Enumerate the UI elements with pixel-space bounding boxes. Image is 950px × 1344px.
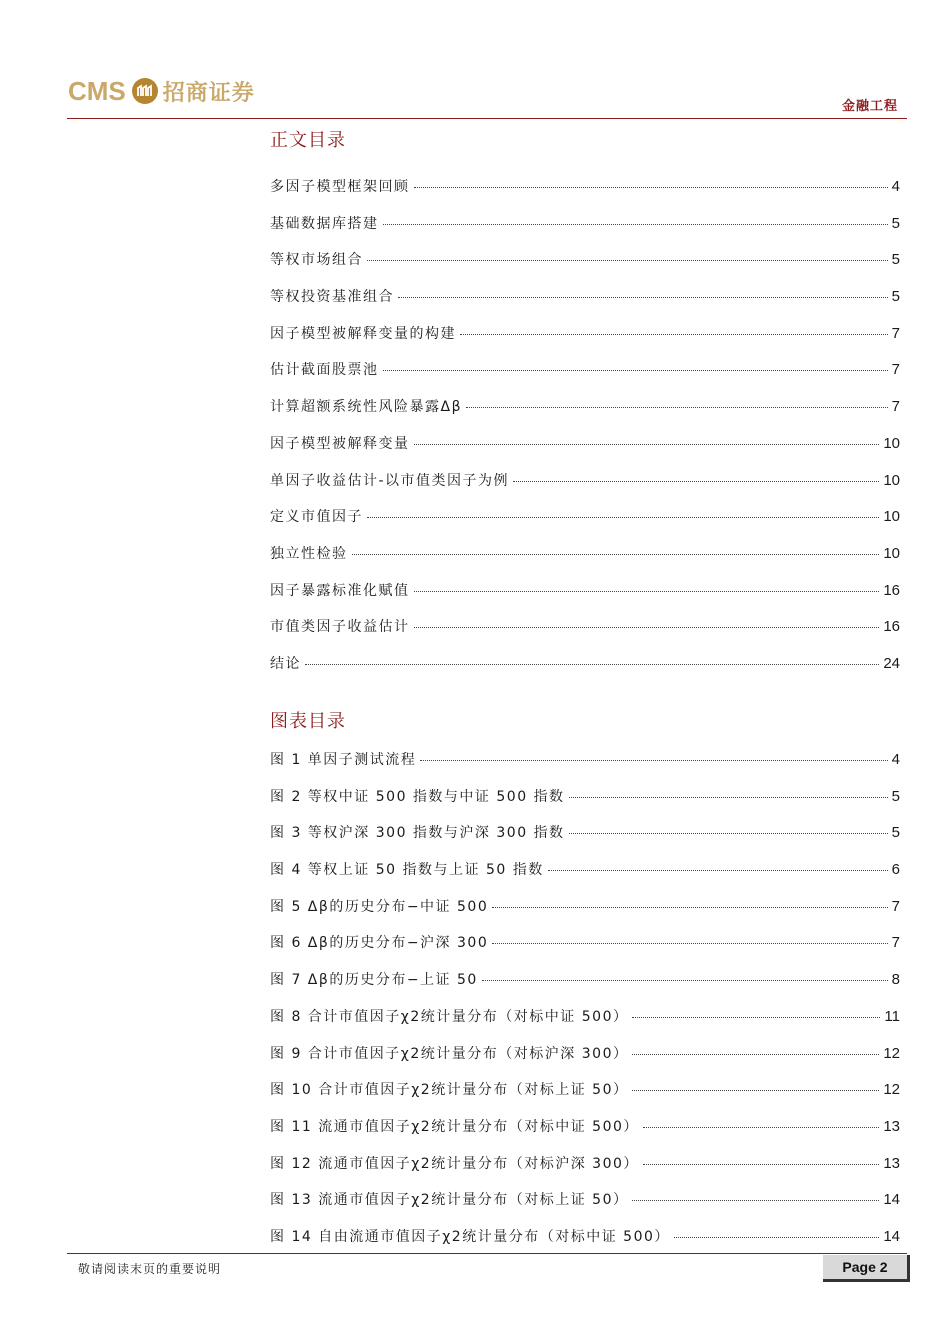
figures-table-of-contents bbox=[270, 709, 900, 1263]
figure-entry[interactable] bbox=[270, 786, 900, 823]
toc-entry-label: 多因子模型框架回顾 bbox=[270, 179, 410, 195]
figure-entry-label: 图 13 流通市值因子χ2统计量分布（对标上证 50） bbox=[270, 1192, 629, 1209]
dot-leader bbox=[492, 907, 887, 908]
dot-leader bbox=[643, 1127, 879, 1128]
figure-entry[interactable] bbox=[270, 822, 900, 859]
dot-leader bbox=[420, 760, 887, 761]
figure-entry-label: 图 2 等权中证 500 指数与中证 500 指数 bbox=[270, 788, 565, 805]
dot-leader bbox=[632, 1090, 879, 1091]
dot-leader bbox=[305, 664, 879, 665]
dot-leader bbox=[414, 187, 888, 188]
toc-entry-page-number: 5 bbox=[891, 288, 900, 306]
logo-chinese-text: 招商证券 bbox=[162, 80, 255, 106]
toc-entry[interactable] bbox=[270, 286, 900, 323]
toc-entry[interactable] bbox=[270, 213, 900, 250]
disclaimer-note: 敬请阅读末页的重要说明 bbox=[78, 1262, 222, 1276]
cms-badge-icon bbox=[132, 78, 158, 104]
dot-leader bbox=[383, 370, 888, 371]
toc-entry-page-number: 16 bbox=[883, 581, 900, 599]
page-header bbox=[0, 0, 950, 125]
figure-entry-label: 图 9 合计市值因子χ2统计量分布（对标沪深 300） bbox=[270, 1045, 629, 1062]
figure-entry-label: 图 5 Δβ的历史分布−中证 500 bbox=[270, 898, 489, 915]
figure-entry-label: 图 7 Δβ的历史分布−上证 50 bbox=[270, 972, 478, 989]
toc-entry-label: 等权投资基准组合 bbox=[270, 289, 394, 306]
toc-entry[interactable] bbox=[270, 176, 900, 213]
dot-leader bbox=[352, 554, 880, 555]
toc-entry-page-number: 5 bbox=[891, 251, 900, 269]
toc-entry[interactable] bbox=[270, 359, 900, 396]
figures-heading: 图表目录 bbox=[270, 711, 346, 732]
figure-entry-page-number: 12 bbox=[883, 1044, 900, 1062]
toc-entry[interactable] bbox=[270, 470, 900, 507]
dot-leader bbox=[414, 591, 880, 592]
toc-entry-page-number: 10 bbox=[883, 508, 900, 526]
toc-list bbox=[270, 176, 900, 690]
figure-entry[interactable] bbox=[270, 1153, 900, 1190]
dot-leader bbox=[632, 1017, 880, 1018]
dot-leader bbox=[367, 517, 879, 518]
page-number-badge: Page 2 bbox=[823, 1255, 910, 1282]
figure-entry-label: 图 14 自由流通市值因子χ2统计量分布（对标中证 500） bbox=[270, 1228, 670, 1245]
section-label: 金融工程 bbox=[841, 99, 898, 114]
toc-entry-page-number: 7 bbox=[891, 398, 900, 416]
figure-entry[interactable] bbox=[270, 896, 900, 933]
figure-entry-page-number: 14 bbox=[883, 1227, 900, 1245]
logo-latin-text: CMS bbox=[68, 75, 126, 106]
toc-entry-page-number: 4 bbox=[891, 178, 900, 195]
toc-entry-label: 结论 bbox=[270, 655, 301, 672]
figure-entry-page-number: 14 bbox=[883, 1191, 900, 1209]
figure-entry-label: 图 8 合计市值因子χ2统计量分布（对标中证 500） bbox=[270, 1008, 629, 1025]
figure-entry-page-number: 5 bbox=[891, 787, 900, 805]
footer-divider bbox=[67, 1253, 907, 1254]
figure-entry[interactable] bbox=[270, 1079, 900, 1116]
toc-entry-label: 独立性检验 bbox=[270, 545, 348, 562]
toc-heading: 正文目录 bbox=[270, 130, 346, 151]
toc-entry-page-number: 16 bbox=[883, 618, 900, 636]
dot-leader bbox=[398, 297, 888, 298]
toc-entry[interactable] bbox=[270, 580, 900, 617]
figure-entry[interactable] bbox=[270, 859, 900, 896]
toc-entry-page-number: 10 bbox=[883, 471, 900, 489]
figure-entry-page-number: 4 bbox=[891, 751, 900, 768]
figure-entry-label: 图 3 等权沪深 300 指数与沪深 300 指数 bbox=[270, 825, 565, 842]
toc-entry-page-number: 5 bbox=[891, 214, 900, 232]
figure-entry-page-number: 13 bbox=[883, 1154, 900, 1172]
toc-entry-label: 等权市场组合 bbox=[270, 252, 363, 269]
toc-entry-label: 单因子收益估计-以市值类因子为例 bbox=[270, 472, 510, 489]
toc-entry[interactable] bbox=[270, 433, 900, 470]
figure-entry-label: 图 12 流通市值因子χ2统计量分布（对标沪深 300） bbox=[270, 1155, 639, 1172]
dot-leader bbox=[643, 1164, 879, 1165]
figure-entry[interactable] bbox=[270, 1006, 900, 1043]
toc-entry-page-number: 10 bbox=[883, 544, 900, 562]
dot-leader bbox=[548, 870, 888, 871]
figure-entry-page-number: 13 bbox=[883, 1117, 900, 1135]
toc-entry-label: 因子模型被解释变量 bbox=[270, 435, 410, 452]
toc-entry[interactable] bbox=[270, 543, 900, 580]
figure-entry-label: 图 6 Δβ的历史分布−沪深 300 bbox=[270, 935, 489, 952]
dot-leader bbox=[414, 627, 880, 628]
toc-entry[interactable] bbox=[270, 396, 900, 433]
figure-entry-label: 图 10 合计市值因子χ2统计量分布（对标上证 50） bbox=[270, 1082, 629, 1099]
figure-entry-label: 图 4 等权上证 50 指数与上证 50 指数 bbox=[270, 862, 544, 879]
toc-entry-label: 市值类因子收益估计 bbox=[270, 619, 410, 636]
figure-entry-page-number: 11 bbox=[884, 1007, 900, 1025]
dot-leader bbox=[513, 481, 879, 482]
figure-entry[interactable] bbox=[270, 749, 900, 786]
dot-leader bbox=[632, 1200, 879, 1201]
dot-leader bbox=[383, 224, 888, 225]
toc-entry[interactable] bbox=[270, 323, 900, 360]
company-logo bbox=[68, 74, 255, 108]
toc-entry[interactable] bbox=[270, 249, 900, 286]
table-of-contents bbox=[270, 128, 900, 690]
toc-entry-page-number: 7 bbox=[891, 324, 900, 342]
toc-entry-label: 计算超额系统性风险暴露Δβ bbox=[270, 399, 463, 416]
figure-entry-page-number: 5 bbox=[891, 824, 900, 842]
toc-entry-label: 基础数据库搭建 bbox=[270, 215, 379, 232]
figure-entry-page-number: 12 bbox=[883, 1081, 900, 1099]
toc-entry-label: 定义市值因子 bbox=[270, 509, 363, 526]
figure-entry-page-number: 6 bbox=[891, 861, 900, 879]
dot-leader bbox=[414, 444, 880, 445]
figure-entry[interactable] bbox=[270, 1116, 900, 1153]
dot-leader bbox=[466, 407, 888, 408]
dot-leader bbox=[492, 943, 887, 944]
figure-entry[interactable] bbox=[270, 932, 900, 969]
toc-entry-label: 因子模型被解释变量的构建 bbox=[270, 325, 456, 342]
dot-leader bbox=[367, 260, 888, 261]
figure-entry-label: 图 1 单因子测试流程 bbox=[270, 752, 417, 768]
toc-entry[interactable] bbox=[270, 616, 900, 653]
dot-leader bbox=[632, 1054, 879, 1055]
toc-entry-page-number: 7 bbox=[891, 361, 900, 379]
toc-entry-label: 估计截面股票池 bbox=[270, 362, 379, 379]
figure-entry-label: 图 11 流通市值因子χ2统计量分布（对标中证 500） bbox=[270, 1118, 639, 1135]
figure-entry[interactable] bbox=[270, 1226, 900, 1263]
dot-leader bbox=[674, 1237, 879, 1238]
figure-entry[interactable] bbox=[270, 1189, 900, 1226]
figure-entry-page-number: 7 bbox=[891, 897, 900, 915]
figure-entry-page-number: 7 bbox=[891, 934, 900, 952]
dot-leader bbox=[569, 833, 888, 834]
dot-leader bbox=[569, 797, 888, 798]
figures-list bbox=[270, 749, 900, 1263]
dot-leader bbox=[482, 980, 888, 981]
figure-entry[interactable] bbox=[270, 1043, 900, 1080]
toc-entry[interactable] bbox=[270, 653, 900, 690]
toc-entry-page-number: 24 bbox=[883, 654, 900, 672]
header-divider bbox=[67, 118, 907, 119]
toc-entry[interactable] bbox=[270, 506, 900, 543]
figure-entry-page-number: 8 bbox=[891, 971, 900, 989]
dot-leader bbox=[460, 334, 888, 335]
figure-entry[interactable] bbox=[270, 969, 900, 1006]
toc-entry-label: 因子暴露标准化赋值 bbox=[270, 582, 410, 599]
toc-entry-page-number: 10 bbox=[883, 434, 900, 452]
